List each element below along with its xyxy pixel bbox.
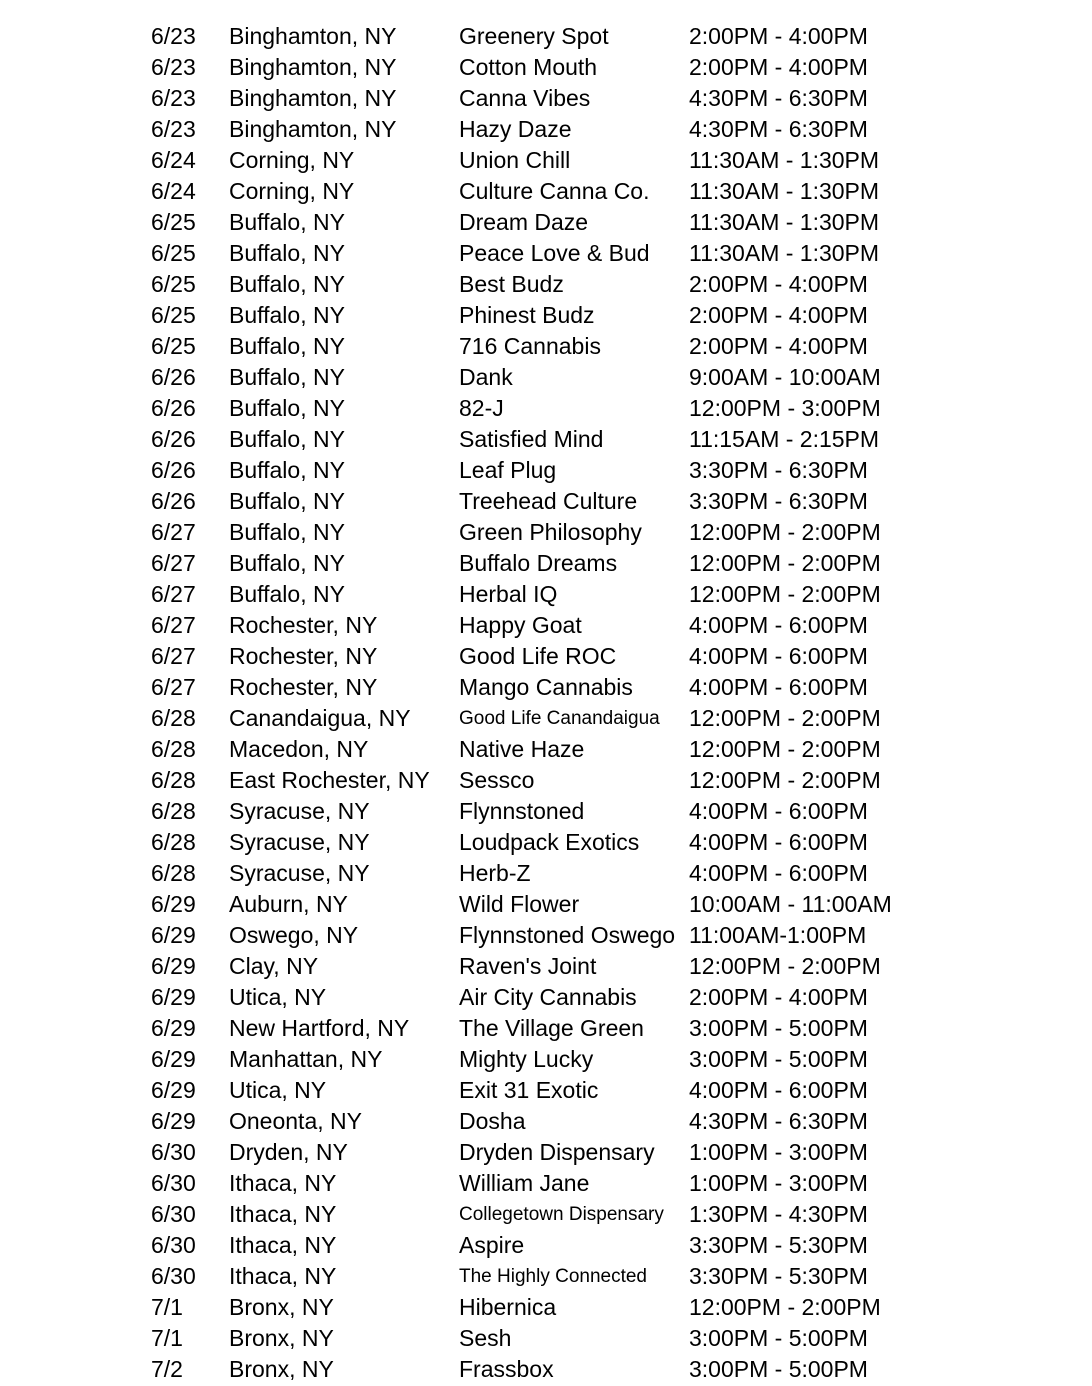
time-cell: 11:30AM - 1:30PM bbox=[689, 147, 880, 173]
table-row bbox=[0, 21, 1092, 52]
venue-cell: Hazy Daze bbox=[459, 116, 572, 142]
date-cell: 6/27 bbox=[151, 581, 196, 607]
date-cell: 6/28 bbox=[151, 736, 196, 762]
city-cell: Clay, NY bbox=[229, 953, 319, 979]
date-cell: 7/2 bbox=[151, 1356, 183, 1382]
venue-cell: Dryden Dispensary bbox=[459, 1139, 655, 1165]
table-row bbox=[0, 920, 1092, 951]
time-cell: 9:00AM - 10:00AM bbox=[689, 364, 881, 390]
city-cell: Buffalo, NY bbox=[229, 333, 345, 359]
venue-cell: Flynnstoned Oswego bbox=[459, 922, 676, 948]
venue-cell: Treehead Culture bbox=[459, 488, 638, 514]
time-cell: 12:00PM - 2:00PM bbox=[689, 581, 881, 607]
city-cell: New Hartford, NY bbox=[229, 1015, 410, 1041]
time-cell: 12:00PM - 2:00PM bbox=[689, 519, 881, 545]
city-cell: Buffalo, NY bbox=[229, 302, 345, 328]
time-cell: 3:00PM - 5:00PM bbox=[689, 1046, 868, 1072]
table-row bbox=[0, 1199, 1092, 1230]
table-row bbox=[0, 579, 1092, 610]
table-row bbox=[0, 83, 1092, 114]
date-cell: 6/25 bbox=[151, 333, 196, 359]
venue-cell: Mango Cannabis bbox=[459, 674, 633, 700]
time-cell: 12:00PM - 2:00PM bbox=[689, 550, 881, 576]
city-cell: Oneonta, NY bbox=[229, 1108, 362, 1134]
table-row bbox=[0, 114, 1092, 145]
time-cell: 11:15AM - 2:15PM bbox=[689, 426, 880, 452]
table-row bbox=[0, 207, 1092, 238]
city-cell: Syracuse, NY bbox=[229, 860, 370, 886]
venue-cell: Good Life Canandaigua bbox=[459, 708, 660, 729]
table-row bbox=[0, 486, 1092, 517]
city-cell: Canandaigua, NY bbox=[229, 705, 411, 731]
city-cell: Buffalo, NY bbox=[229, 271, 345, 297]
date-cell: 6/26 bbox=[151, 488, 196, 514]
table-row bbox=[0, 703, 1092, 734]
date-cell: 6/28 bbox=[151, 705, 196, 731]
time-cell: 4:00PM - 6:00PM bbox=[689, 860, 868, 886]
time-cell: 2:00PM - 4:00PM bbox=[689, 54, 868, 80]
table-row bbox=[0, 734, 1092, 765]
city-cell: Rochester, NY bbox=[229, 643, 378, 669]
city-cell: Corning, NY bbox=[229, 147, 355, 173]
city-cell: Buffalo, NY bbox=[229, 519, 345, 545]
table-row bbox=[0, 1075, 1092, 1106]
time-cell: 3:00PM - 5:00PM bbox=[689, 1325, 868, 1351]
table-row bbox=[0, 1044, 1092, 1075]
city-cell: Binghamton, NY bbox=[229, 54, 397, 80]
venue-cell: Phinest Budz bbox=[459, 302, 595, 328]
venue-cell: Aspire bbox=[459, 1232, 525, 1258]
date-cell: 6/27 bbox=[151, 643, 196, 669]
time-cell: 3:30PM - 5:30PM bbox=[689, 1232, 868, 1258]
time-cell: 4:00PM - 6:00PM bbox=[689, 612, 868, 638]
venue-cell: Cotton Mouth bbox=[459, 54, 598, 80]
date-cell: 6/26 bbox=[151, 364, 196, 390]
time-cell: 12:00PM - 2:00PM bbox=[689, 953, 881, 979]
venue-cell: Leaf Plug bbox=[459, 457, 557, 483]
date-cell: 6/29 bbox=[151, 891, 196, 917]
venue-cell: Mighty Lucky bbox=[459, 1046, 594, 1072]
city-cell: Binghamton, NY bbox=[229, 116, 397, 142]
time-cell: 3:00PM - 5:00PM bbox=[689, 1015, 868, 1041]
date-cell: 6/25 bbox=[151, 302, 196, 328]
time-cell: 4:00PM - 6:00PM bbox=[689, 798, 868, 824]
city-cell: Macedon, NY bbox=[229, 736, 369, 762]
table-row bbox=[0, 1261, 1092, 1292]
city-cell: Ithaca, NY bbox=[229, 1263, 337, 1289]
table-row bbox=[0, 1106, 1092, 1137]
time-cell: 11:30AM - 1:30PM bbox=[689, 178, 880, 204]
date-cell: 6/25 bbox=[151, 209, 196, 235]
date-cell: 6/28 bbox=[151, 829, 196, 855]
table-row bbox=[0, 517, 1092, 548]
table-row bbox=[0, 796, 1092, 827]
time-cell: 10:00AM - 11:00AM bbox=[689, 891, 892, 917]
date-cell: 6/26 bbox=[151, 395, 196, 421]
date-cell: 6/25 bbox=[151, 240, 196, 266]
venue-cell: Collegetown Dispensary bbox=[459, 1204, 664, 1225]
city-cell: Bronx, NY bbox=[229, 1356, 334, 1382]
venue-cell: Herb-Z bbox=[459, 860, 531, 886]
date-cell: 6/26 bbox=[151, 426, 196, 452]
city-cell: Binghamton, NY bbox=[229, 23, 397, 49]
city-cell: Buffalo, NY bbox=[229, 550, 345, 576]
venue-cell: Buffalo Dreams bbox=[459, 550, 618, 576]
table-row bbox=[0, 889, 1092, 920]
date-cell: 6/27 bbox=[151, 550, 196, 576]
time-cell: 4:00PM - 6:00PM bbox=[689, 674, 868, 700]
venue-cell: Peace Love & Bud bbox=[459, 240, 650, 266]
date-cell: 6/30 bbox=[151, 1201, 196, 1227]
venue-cell: 716 Cannabis bbox=[459, 333, 601, 359]
time-cell: 1:30PM - 4:30PM bbox=[689, 1201, 868, 1227]
city-cell: Manhattan, NY bbox=[229, 1046, 383, 1072]
city-cell: Utica, NY bbox=[229, 984, 327, 1010]
city-cell: Buffalo, NY bbox=[229, 364, 345, 390]
time-cell: 3:00PM - 5:00PM bbox=[689, 1356, 868, 1382]
time-cell: 1:00PM - 3:00PM bbox=[689, 1170, 868, 1196]
table-row bbox=[0, 765, 1092, 796]
date-cell: 6/29 bbox=[151, 1108, 196, 1134]
date-cell: 6/25 bbox=[151, 271, 196, 297]
venue-cell: Happy Goat bbox=[459, 612, 582, 638]
time-cell: 12:00PM - 2:00PM bbox=[689, 705, 881, 731]
date-cell: 6/23 bbox=[151, 116, 196, 142]
table-row bbox=[0, 1354, 1092, 1385]
date-cell: 6/28 bbox=[151, 860, 196, 886]
table-row bbox=[0, 548, 1092, 579]
city-cell: Bronx, NY bbox=[229, 1325, 334, 1351]
time-cell: 11:00AM-1:00PM bbox=[689, 922, 867, 948]
venue-cell: 82-J bbox=[459, 395, 504, 421]
venue-cell: Union Chill bbox=[459, 147, 571, 173]
time-cell: 12:00PM - 3:00PM bbox=[689, 395, 881, 421]
city-cell: Utica, NY bbox=[229, 1077, 327, 1103]
time-cell: 12:00PM - 2:00PM bbox=[689, 767, 881, 793]
venue-cell: Herbal IQ bbox=[459, 581, 558, 607]
time-cell: 11:30AM - 1:30PM bbox=[689, 240, 880, 266]
date-cell: 6/30 bbox=[151, 1139, 196, 1165]
table-row bbox=[0, 1168, 1092, 1199]
date-cell: 6/29 bbox=[151, 953, 196, 979]
table-row bbox=[0, 1230, 1092, 1261]
table-row bbox=[0, 610, 1092, 641]
date-cell: 6/29 bbox=[151, 1046, 196, 1072]
venue-cell: Air City Cannabis bbox=[459, 984, 637, 1010]
date-cell: 6/27 bbox=[151, 519, 196, 545]
venue-cell: Exit 31 Exotic bbox=[459, 1077, 599, 1103]
venue-cell: Dank bbox=[459, 364, 513, 390]
time-cell: 4:00PM - 6:00PM bbox=[689, 829, 868, 855]
venue-cell: The Highly Connected bbox=[459, 1266, 647, 1287]
time-cell: 2:00PM - 4:00PM bbox=[689, 333, 868, 359]
venue-cell: Sessco bbox=[459, 767, 535, 793]
date-cell: 6/23 bbox=[151, 23, 196, 49]
venue-cell: Satisfied Mind bbox=[459, 426, 604, 452]
date-cell: 6/27 bbox=[151, 674, 196, 700]
venue-cell: William Jane bbox=[459, 1170, 590, 1196]
table-row bbox=[0, 1323, 1092, 1354]
date-cell: 7/1 bbox=[151, 1294, 183, 1320]
time-cell: 4:30PM - 6:30PM bbox=[689, 85, 868, 111]
city-cell: Bronx, NY bbox=[229, 1294, 334, 1320]
city-cell: Corning, NY bbox=[229, 178, 355, 204]
venue-cell: Frassbox bbox=[459, 1356, 554, 1382]
date-cell: 6/28 bbox=[151, 798, 196, 824]
date-cell: 6/29 bbox=[151, 984, 196, 1010]
table-row bbox=[0, 269, 1092, 300]
date-cell: 6/29 bbox=[151, 1077, 196, 1103]
time-cell: 3:30PM - 6:30PM bbox=[689, 488, 868, 514]
table-row bbox=[0, 362, 1092, 393]
time-cell: 4:00PM - 6:00PM bbox=[689, 1077, 868, 1103]
table-row bbox=[0, 858, 1092, 889]
table-row bbox=[0, 424, 1092, 455]
venue-cell: Native Haze bbox=[459, 736, 585, 762]
venue-cell: Best Budz bbox=[459, 271, 564, 297]
table-row bbox=[0, 827, 1092, 858]
time-cell: 4:00PM - 6:00PM bbox=[689, 643, 868, 669]
table-row bbox=[0, 393, 1092, 424]
venue-cell: Hibernica bbox=[459, 1294, 557, 1320]
venue-cell: Green Philosophy bbox=[459, 519, 642, 545]
city-cell: Ithaca, NY bbox=[229, 1232, 337, 1258]
table-row bbox=[0, 1137, 1092, 1168]
time-cell: 3:30PM - 5:30PM bbox=[689, 1263, 868, 1289]
date-cell: 6/24 bbox=[151, 147, 196, 173]
schedule-table bbox=[0, 21, 1092, 1385]
venue-cell: Canna Vibes bbox=[459, 85, 591, 111]
date-cell: 6/30 bbox=[151, 1232, 196, 1258]
date-cell: 6/30 bbox=[151, 1263, 196, 1289]
venue-cell: Sesh bbox=[459, 1325, 512, 1351]
time-cell: 11:30AM - 1:30PM bbox=[689, 209, 880, 235]
venue-cell: Good Life ROC bbox=[459, 643, 617, 669]
city-cell: Buffalo, NY bbox=[229, 209, 345, 235]
city-cell: Dryden, NY bbox=[229, 1139, 348, 1165]
venue-cell: Loudpack Exotics bbox=[459, 829, 640, 855]
venue-cell: Dream Daze bbox=[459, 209, 589, 235]
time-cell: 2:00PM - 4:00PM bbox=[689, 271, 868, 297]
city-cell: Buffalo, NY bbox=[229, 581, 345, 607]
city-cell: Syracuse, NY bbox=[229, 798, 370, 824]
date-cell: 6/30 bbox=[151, 1170, 196, 1196]
table-row bbox=[0, 1013, 1092, 1044]
date-cell: 6/29 bbox=[151, 1015, 196, 1041]
city-cell: Buffalo, NY bbox=[229, 395, 345, 421]
city-cell: Rochester, NY bbox=[229, 674, 378, 700]
time-cell: 1:00PM - 3:00PM bbox=[689, 1139, 868, 1165]
date-cell: 6/23 bbox=[151, 54, 196, 80]
table-row bbox=[0, 300, 1092, 331]
date-cell: 6/29 bbox=[151, 922, 196, 948]
city-cell: Buffalo, NY bbox=[229, 426, 345, 452]
venue-cell: Culture Canna Co. bbox=[459, 178, 650, 204]
venue-cell: Greenery Spot bbox=[459, 23, 609, 49]
venue-cell: The Village Green bbox=[459, 1015, 644, 1041]
table-row bbox=[0, 951, 1092, 982]
venue-cell: Dosha bbox=[459, 1108, 526, 1134]
date-cell: 6/23 bbox=[151, 85, 196, 111]
city-cell: Syracuse, NY bbox=[229, 829, 370, 855]
venue-cell: Raven's Joint bbox=[459, 953, 597, 979]
time-cell: 12:00PM - 2:00PM bbox=[689, 1294, 881, 1320]
date-cell: 6/26 bbox=[151, 457, 196, 483]
table-row bbox=[0, 238, 1092, 269]
table-row bbox=[0, 672, 1092, 703]
table-row bbox=[0, 455, 1092, 486]
date-cell: 6/24 bbox=[151, 178, 196, 204]
city-cell: East Rochester, NY bbox=[229, 767, 430, 793]
city-cell: Buffalo, NY bbox=[229, 488, 345, 514]
time-cell: 12:00PM - 2:00PM bbox=[689, 736, 881, 762]
date-cell: 6/27 bbox=[151, 612, 196, 638]
table-row bbox=[0, 641, 1092, 672]
city-cell: Auburn, NY bbox=[229, 891, 348, 917]
venue-cell: Wild Flower bbox=[459, 891, 580, 917]
time-cell: 2:00PM - 4:00PM bbox=[689, 984, 868, 1010]
date-cell: 7/1 bbox=[151, 1325, 183, 1351]
table-row bbox=[0, 52, 1092, 83]
city-cell: Buffalo, NY bbox=[229, 457, 345, 483]
time-cell: 2:00PM - 4:00PM bbox=[689, 23, 868, 49]
venue-cell: Flynnstoned bbox=[459, 798, 585, 824]
city-cell: Ithaca, NY bbox=[229, 1201, 337, 1227]
city-cell: Rochester, NY bbox=[229, 612, 378, 638]
table-row bbox=[0, 145, 1092, 176]
city-cell: Ithaca, NY bbox=[229, 1170, 337, 1196]
table-row bbox=[0, 176, 1092, 207]
city-cell: Binghamton, NY bbox=[229, 85, 397, 111]
time-cell: 4:30PM - 6:30PM bbox=[689, 1108, 868, 1134]
date-cell: 6/28 bbox=[151, 767, 196, 793]
city-cell: Buffalo, NY bbox=[229, 240, 345, 266]
time-cell: 4:30PM - 6:30PM bbox=[689, 116, 868, 142]
table-row bbox=[0, 982, 1092, 1013]
time-cell: 3:30PM - 6:30PM bbox=[689, 457, 868, 483]
table-row bbox=[0, 1292, 1092, 1323]
city-cell: Oswego, NY bbox=[229, 922, 359, 948]
table-row bbox=[0, 331, 1092, 362]
time-cell: 2:00PM - 4:00PM bbox=[689, 302, 868, 328]
